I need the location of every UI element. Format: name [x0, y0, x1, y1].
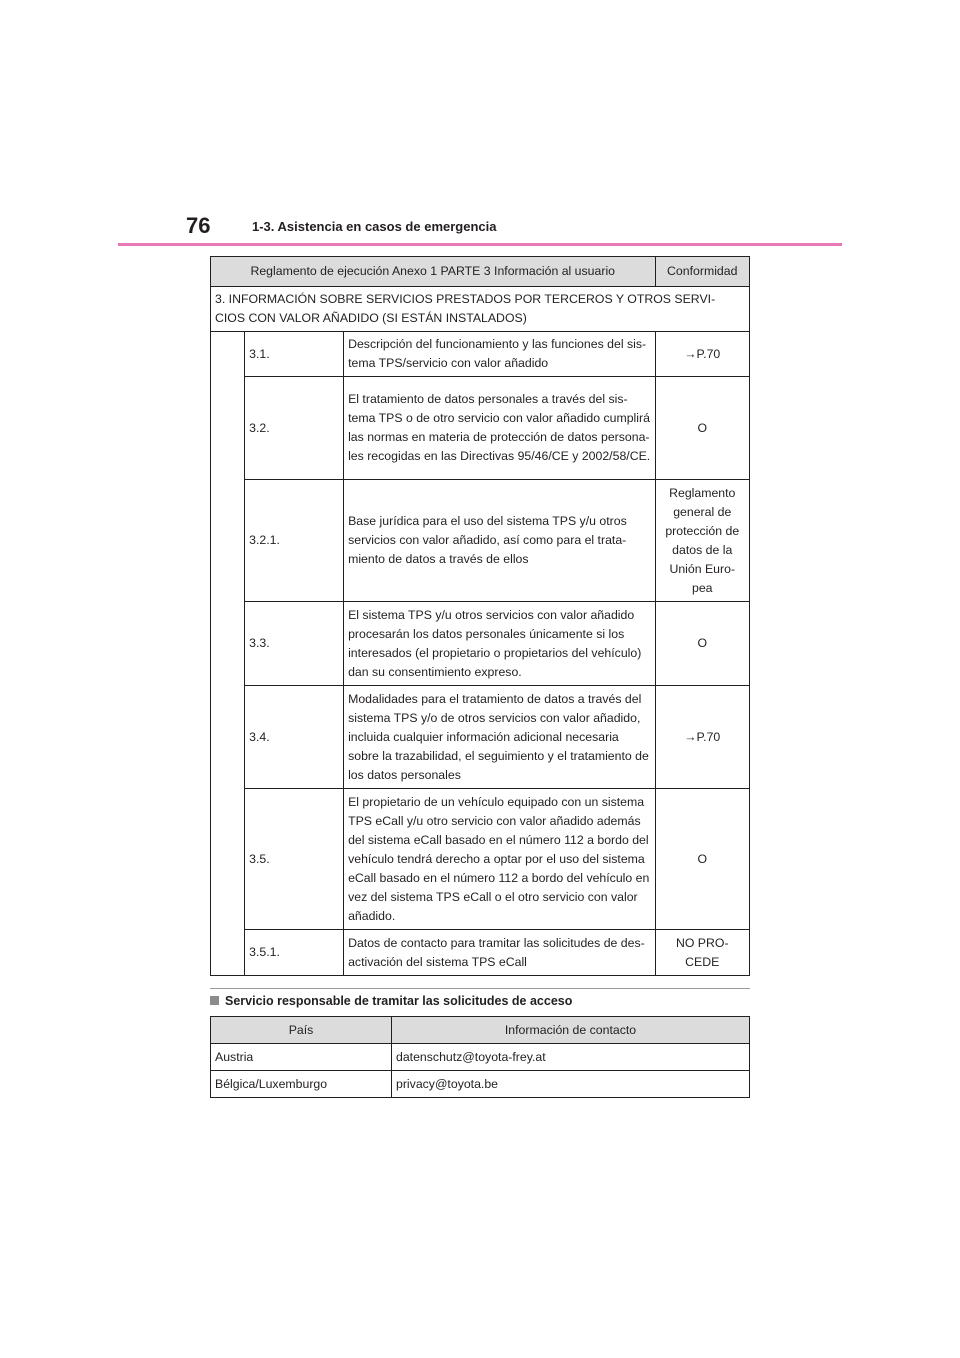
row-description: Base jurídica para el uso del sistema TPS y/u otros servicios con valor añadido, así como para el trata-miento de datos a través de ellos	[344, 480, 655, 602]
table-row	[211, 1071, 750, 1098]
row-conformity: O	[655, 602, 750, 686]
table-row	[211, 686, 750, 789]
row-description: El sistema TPS y/u otros servicios con valor añadido procesarán los datos personales únicamente si los interesados (el propietario o propietarios del vehículo) dan su consentimiento expreso.	[344, 602, 655, 686]
contact-cell: privacy@toyota.be	[392, 1071, 750, 1098]
contact-cell: datenschutz@toyota-frey.at	[392, 1044, 750, 1071]
section-heading: 3. INFORMACIÓN SOBRE SERVICIOS PRESTADOS POR TERCEROS Y OTROS SERVI-CIOS CON VALOR AÑADIDO (SI ESTÁN INSTALADOS)	[211, 287, 750, 332]
row-number: 3.3.	[245, 602, 344, 686]
section-title: 1-3. Asistencia en casos de emergencia	[252, 219, 497, 234]
row-conformity: O	[655, 789, 750, 930]
row-conformity: NO PRO-CEDE	[655, 930, 750, 976]
sub-section-heading	[210, 994, 572, 1008]
indent-cell	[211, 332, 245, 976]
row-number: 3.1.	[245, 332, 344, 377]
row-number: 3.5.	[245, 789, 344, 930]
table-row	[211, 789, 750, 930]
table-row	[211, 1044, 750, 1071]
country-cell: Bélgica/Luxemburgo	[211, 1071, 392, 1098]
regulation-column-header: Reglamento de ejecución Anexo 1 PARTE 3 Información al usuario	[211, 257, 656, 287]
square-bullet-icon	[210, 996, 219, 1005]
sub-section-heading-text: Servicio responsable de tramitar las solicitudes de acceso	[225, 994, 573, 1008]
row-conformity: O	[655, 377, 750, 480]
row-conformity: →P.70	[655, 332, 750, 377]
table-row	[211, 930, 750, 976]
table-row	[211, 602, 750, 686]
contact-table	[210, 1016, 750, 1098]
contact-header-row	[211, 1017, 750, 1044]
header-rule	[118, 243, 842, 246]
conformity-column-header: Conformidad	[655, 257, 750, 287]
country-cell: Austria	[211, 1044, 392, 1071]
table-row	[211, 377, 750, 480]
table-row	[211, 480, 750, 602]
row-description: Descripción del funcionamiento y las funciones del sis-tema TPS/servicio con valor añadido	[344, 332, 655, 377]
table-row	[211, 332, 750, 377]
section-heading-row	[211, 287, 750, 332]
regulation-table	[210, 256, 750, 976]
row-number: 3.5.1.	[245, 930, 344, 976]
row-conformity: →P.70	[655, 686, 750, 789]
row-number: 3.4.	[245, 686, 344, 789]
row-description: El propietario de un vehículo equipado con un sistema TPS eCall y/u otro servicio con valor añadido además del sistema eCall basado en el número 112 a bordo del vehículo tendrá derecho a optar por el uso del sistema eCall basado en el número 112 a bordo del vehículo en vez del sistema TPS eCall o el otro servicio con valor añadido.	[344, 789, 655, 930]
table-header-row	[211, 257, 750, 287]
row-description: El tratamiento de datos personales a través del sis-tema TPS o de otro servicio con valor añadido cumplirá las normas en materia de protección de datos persona-les recogidas en las Directivas 95/46/CE y 2002/58/CE.	[344, 377, 655, 480]
row-conformity: Reglamento general de protección de datos de la Unión Euro-pea	[655, 480, 750, 602]
row-number: 3.2.	[245, 377, 344, 480]
row-number: 3.2.1.	[245, 480, 344, 602]
country-column-header: País	[211, 1017, 392, 1044]
row-description: Modalidades para el tratamiento de datos a través del sistema TPS y/o de otros servicios con valor añadido, incluida cualquier información adicional necesaria sobre la trazabilidad, el seguimiento y el tratamiento de los datos personales	[344, 686, 655, 789]
row-description: Datos de contacto para tramitar las solicitudes de des-activación del sistema TPS eCall	[344, 930, 655, 976]
sub-section-rule	[210, 988, 750, 989]
contact-column-header: Información de contacto	[392, 1017, 750, 1044]
page-number: 76	[186, 213, 211, 238]
